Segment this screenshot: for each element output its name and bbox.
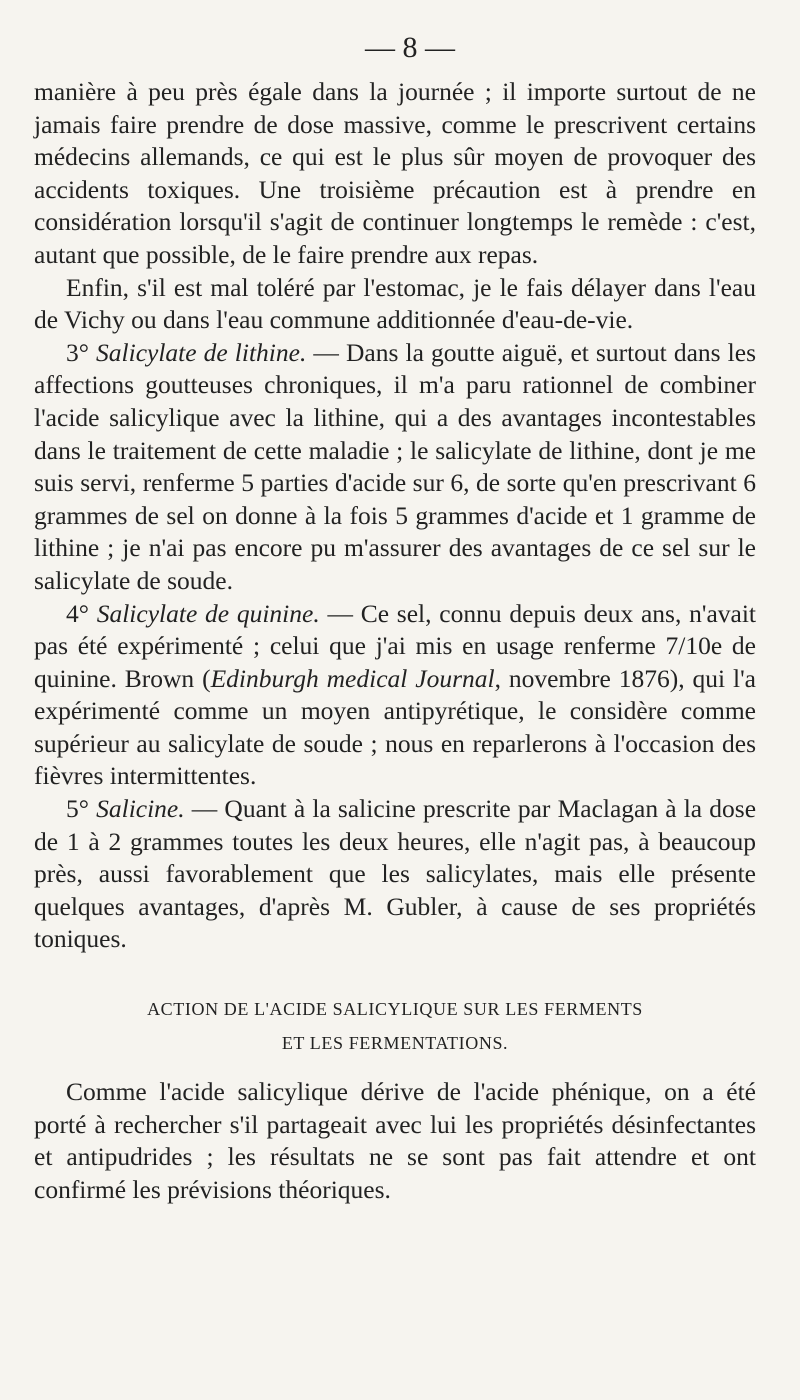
item-number: 5° <box>66 794 89 824</box>
paragraph-salicylate-lithine <box>34 337 756 598</box>
section-heading-line: ET LES FERMENTATIONS. <box>281 1033 509 1054</box>
paragraph-continuation <box>34 76 756 272</box>
item-title: Salicylate de quinine. <box>96 598 320 628</box>
paragraph-text: Enfin, s'il est mal toléré par l'estomac, je le fais délayer dans l'eau de Vichy ou dans l'eau commune additionnée d'eau-de-vie. <box>34 272 756 335</box>
item-title: Salicylate de lithine. <box>96 337 307 367</box>
item-number: 3° <box>66 337 89 367</box>
item-number: 4° <box>66 598 89 628</box>
paragraph-salicylate-quinine <box>34 598 756 794</box>
paragraph-text: Comme l'acide salicylique dérive de l'acide phénique, on a été porté à rechercher s'il partageait avec lui les propriétés désinfectantes et antipudrides ; les résultats ne se sont pas fait attendre et ont confirmé les prévisions théoriques. <box>34 1077 756 1204</box>
section-gap <box>34 1060 756 1076</box>
page-number: — 8 — <box>365 31 455 64</box>
paragraph-text: — Dans la goutte aiguë, et surtout dans les affections goutteuses chroniques, il m'a paru rationnel de combiner l'acide salicylique avec la lithine, qui a des avantages incontestables dans le traitement de cette maladie ; le salicylate de lithine, dont je me suis servi, renferme 5 parties d'acide sur 6, de sorte qu'en prescrivant 6 grammes de sel on donne à la fois 5 grammes d'acide et 1 gramme de lithine ; je n'ai pas encore pu m'assurer des avantages de ce sel sur le salicylate de soude. <box>34 337 756 595</box>
section-heading-line: ACTION DE L'ACIDE SALICYLIQUE SUR LES FERMENTS <box>147 999 643 1020</box>
paragraph-text: , novembre 1876), qui l'a expérimenté comme un moyen antipyrétique, le considère comme supérieur au salicylate de soude ; nous en reparlerons à l'occasion des fièvres intermittentes. <box>34 663 756 791</box>
journal-title: Edinburgh medical Journal <box>210 663 495 693</box>
paragraph-salicine <box>34 793 756 956</box>
paragraph-stomach <box>34 272 756 337</box>
document-page <box>34 28 756 1206</box>
paragraph-closing <box>34 1076 756 1206</box>
paragraph-text: manière à peu près égale dans la journée ; il importe surtout de ne jamais faire prendre de dose massive, comme le prescrivent certains médecins allemands, ce qui est le plus sûr moyen de provoquer des accidents toxiques. Une troisième précaution est à prendre en considération lorsqu'il s'agit de continuer longtemps le remède : c'est, autant que possible, de le faire prendre aux repas. <box>34 77 756 269</box>
section-heading <box>34 992 756 1060</box>
paragraph-text: — Ce sel, connu depuis deux ans, n'avait pas été expérimenté ; celui que j'ai mis en usage renferme 7/10e de quinine. Brown ( <box>34 598 757 693</box>
item-title: Salicine. <box>96 794 185 824</box>
paragraph-text: — Quant à la salicine prescrite par Maclagan à la dose de 1 à 2 grammes toutes les deux heures, elle n'agit pas, à beaucoup près, aussi favorablement que les salicylates, mais elle présente quelques avantages, d'après M. Gubler, à cause de ses propriétés toniques. <box>34 794 757 954</box>
